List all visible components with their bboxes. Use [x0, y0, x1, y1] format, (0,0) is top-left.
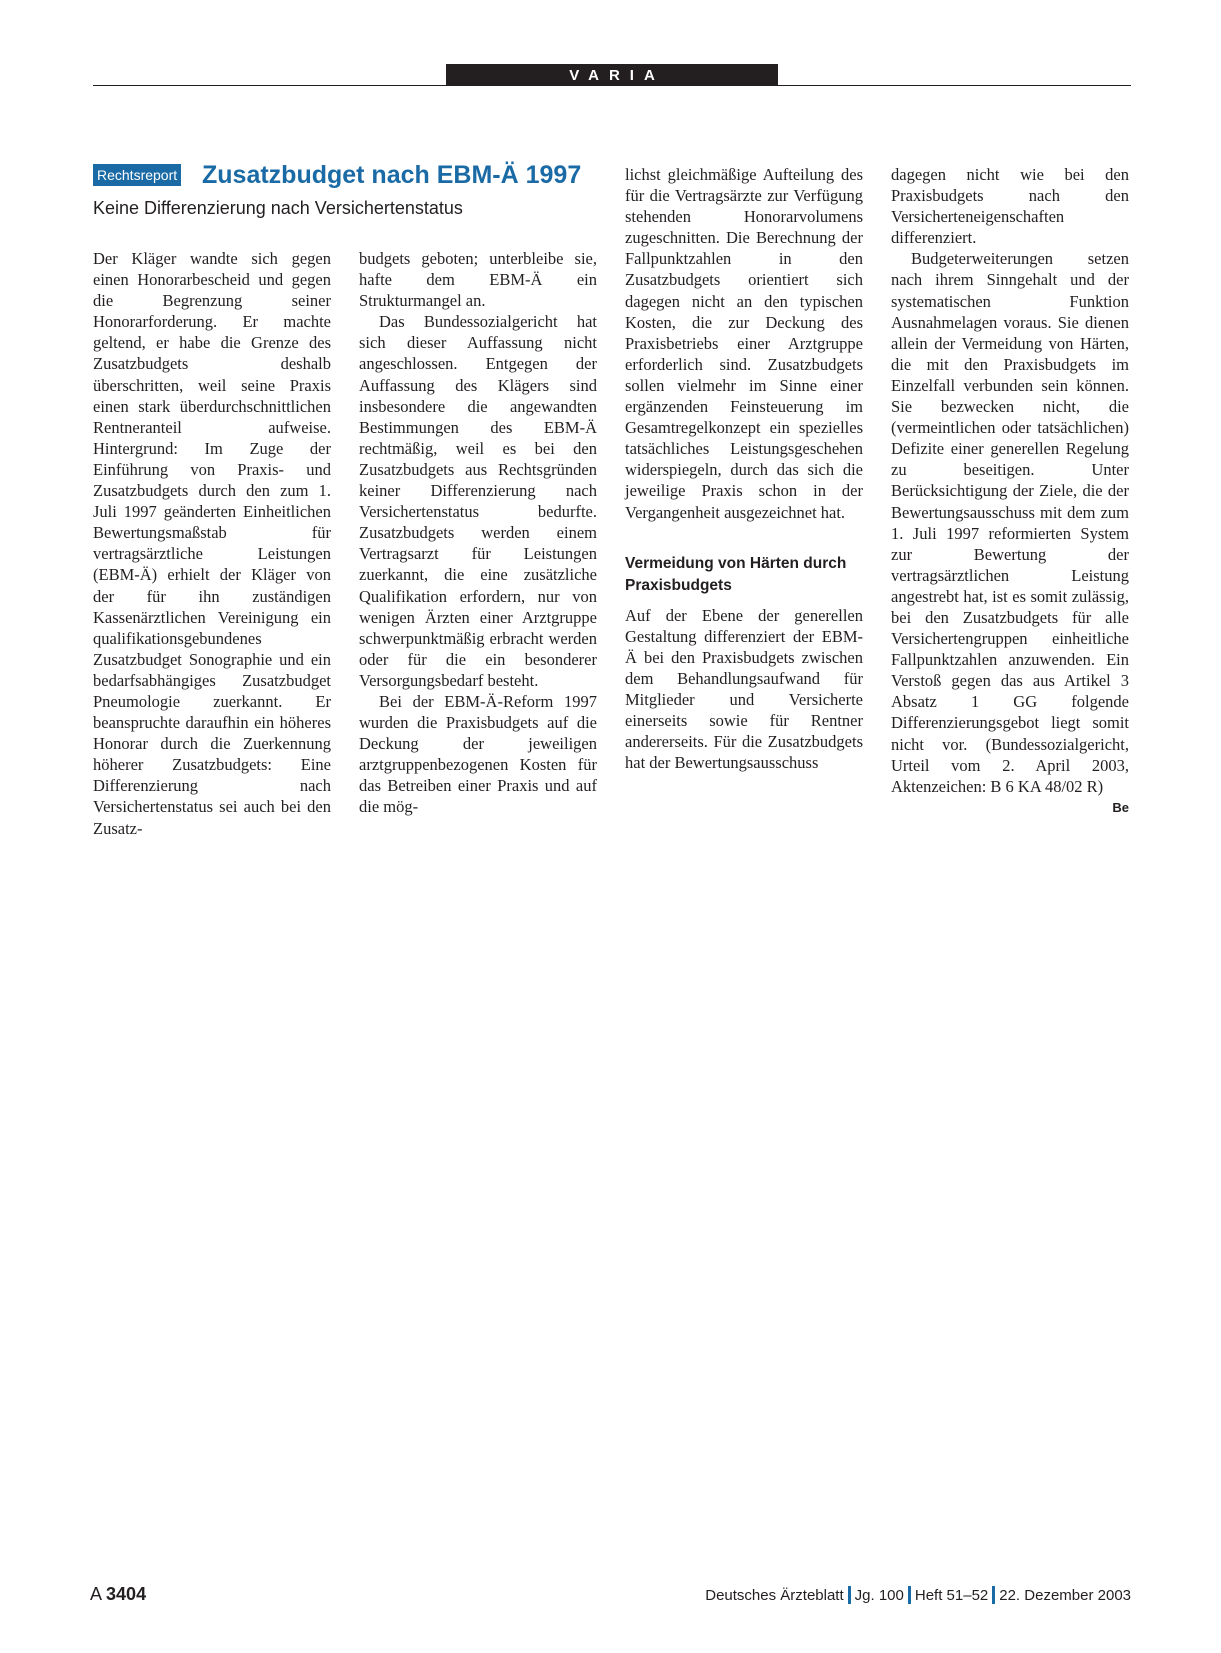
footer-separator: [908, 1586, 911, 1604]
paragraph: budgets geboten; unterbleibe sie, hafte dem EBM-Ä ein Strukturmangel an.: [359, 249, 597, 311]
footer-separator: [848, 1586, 851, 1604]
rubric-badge: Rechtsreport: [93, 164, 181, 186]
text-column-2: [359, 248, 597, 818]
page-number: [90, 1584, 146, 1605]
paragraph: lichst gleichmäßige Aufteilung des für die Vertragsärzte zur Verfügung stehenden Honorarvolumens zugeschnitten. Die Berechnung der Fallpunktzahlen in den Zusatzbudgets orientiert sich dagegen nicht an den typischen Kosten, die zur Deckung des Praxisbetriebs einer Arztgruppe erforderlich sind. Zusatzbudgets sollen vielmehr im Sinne einer ergänzenden Feinsteuerung im Gesamtregelkonzept ein spezielles tatsächliches Leistungsgeschehen widerspiegeln, durch das sich die jeweilige Praxis schon in der Vergangenheit ausgezeichnet hat.: [625, 165, 863, 522]
footer-separator: [992, 1586, 995, 1604]
article-subhead: Keine Differenzierung nach Versichertenstatus: [93, 198, 463, 218]
issue: Heft 51–52: [914, 1586, 989, 1604]
text-column-3: [625, 164, 863, 773]
footer-citation: [705, 1586, 1131, 1604]
page-letter: A: [90, 1584, 102, 1604]
paragraph-text: Budgeterweiterungen setzen nach ihrem Sinngehalt und der systematischen Funktion Ausnahmelagen voraus. Sie dienen allein der Vermeidung von Härten, die mit den Praxisbudgets im Einzelfall verbunden sein können. Sie bezwecken nicht, die (vermeintlichen oder tatsächlichen) Defizite einer generellen Regelung zu beseitigen. Unter Berücksichtigung der Ziele, die der Bewertungsausschuss mit dem zum 1. Juli 1997 reformierten System zur Bewertung der vertragsärztlichen Leistung angestrebt hat, ist es somit zulässig, bei den Zusatzbudgets für alle Versichertengruppen einheitliche Fallpunktzahlen anzuwenden. Ein Verstoß gegen das aus Artikel 3 Absatz 1 GG folgende Differenzierungsgebot liegt somit nicht vor. (Bundessozialgericht, Urteil vom 2. April 2003, Aktenzeichen: B 6 KA 48/02 R): [891, 249, 1129, 796]
paragraph: Das Bundessozialgericht hat sich dieser Auffassung nicht angeschlossen. Entgegen der Auffassung des Klägers sind insbesondere die angewandten Bestimmungen des EBM-Ä rechtmäßig, weil es bei den Zusatzbudgets aus Rechtsgründen keiner Differenzierung nach Versichertenstatus bedurfte. Zusatzbudgets werden einem Vertragsarzt für Leistungen zuerkannt, die eine zusätzliche Qualifikation erfordern, nur von wenigen Ärzten einer Arztgruppe schwerpunktmäßig erbracht werden oder für die ein besonderer Versorgungsbedarf besteht.: [359, 312, 597, 690]
text-column-1: [93, 248, 331, 839]
issue-date: 22. Dezember 2003: [999, 1586, 1131, 1604]
paragraph: dagegen nicht wie bei den Praxisbudgets nach den Versicherteneigenschaften differenziert.: [891, 165, 1129, 248]
author-initials: Be: [1112, 799, 1129, 815]
journal-name: Deutsches Ärzteblatt: [705, 1586, 844, 1604]
article-headline: Zusatzbudget nach EBM-Ä 1997: [202, 161, 582, 189]
page-number-value: 3404: [106, 1584, 147, 1604]
paragraph: Auf der Ebene der generellen Gestaltung differenziert der EBM-Ä bei den Praxisbudgets zwischen dem Behandlungsaufwand für Mitglieder und Versicherte einerseits sowie für Rentner andererseits. Für die Zusatzbudgets hat der Bewertungsausschuss: [625, 605, 863, 773]
section-label: VARIA: [446, 64, 778, 86]
paragraph: [891, 248, 1129, 815]
paragraph: Bei der EBM-Ä-Reform 1997 wurden die Praxisbudgets auf die Deckung der jeweiligen arztgruppenbezogenen Kosten für das Betreiben einer Praxis und auf die mög-: [359, 691, 597, 817]
text-column-4: [891, 164, 1129, 818]
volume: Jg. 100: [854, 1586, 904, 1604]
paragraph: Der Kläger wandte sich gegen einen Honorarbescheid und gegen die Begrenzung seiner Honorarforderung. Er machte geltend, er habe die Grenze des Zusatzbudgets deshalb überschritten, weil seine Praxis einen stark überdurchschnittlichen Rentneranteil aufweise. Hintergrund: Im Zuge der Einführung von Praxis- und Zusatzbudgets durch den zum 1. Juli 1997 geänderten Einheitlichen Bewertungsmaßstab für vertragsärztliche Leistungen (EBM-Ä) erhielt der Kläger von der für ihn zuständigen Kassenärztlichen Vereinigung ein qualifikationsgebundenes Zusatzbudget Sonographie und ein bedarfsabhängiges Zusatzbudget Pneumologie zuerkannt. Er beanspruchte daraufhin ein höheres Honorar durch die Zuerkennung höherer Zusatzbudgets: Eine Differenzierung nach Versichertenstatus sei auch bei den Zusatz-: [93, 249, 331, 838]
section-subheading: Vermeidung von Härten durch Praxisbudgets: [625, 554, 847, 594]
